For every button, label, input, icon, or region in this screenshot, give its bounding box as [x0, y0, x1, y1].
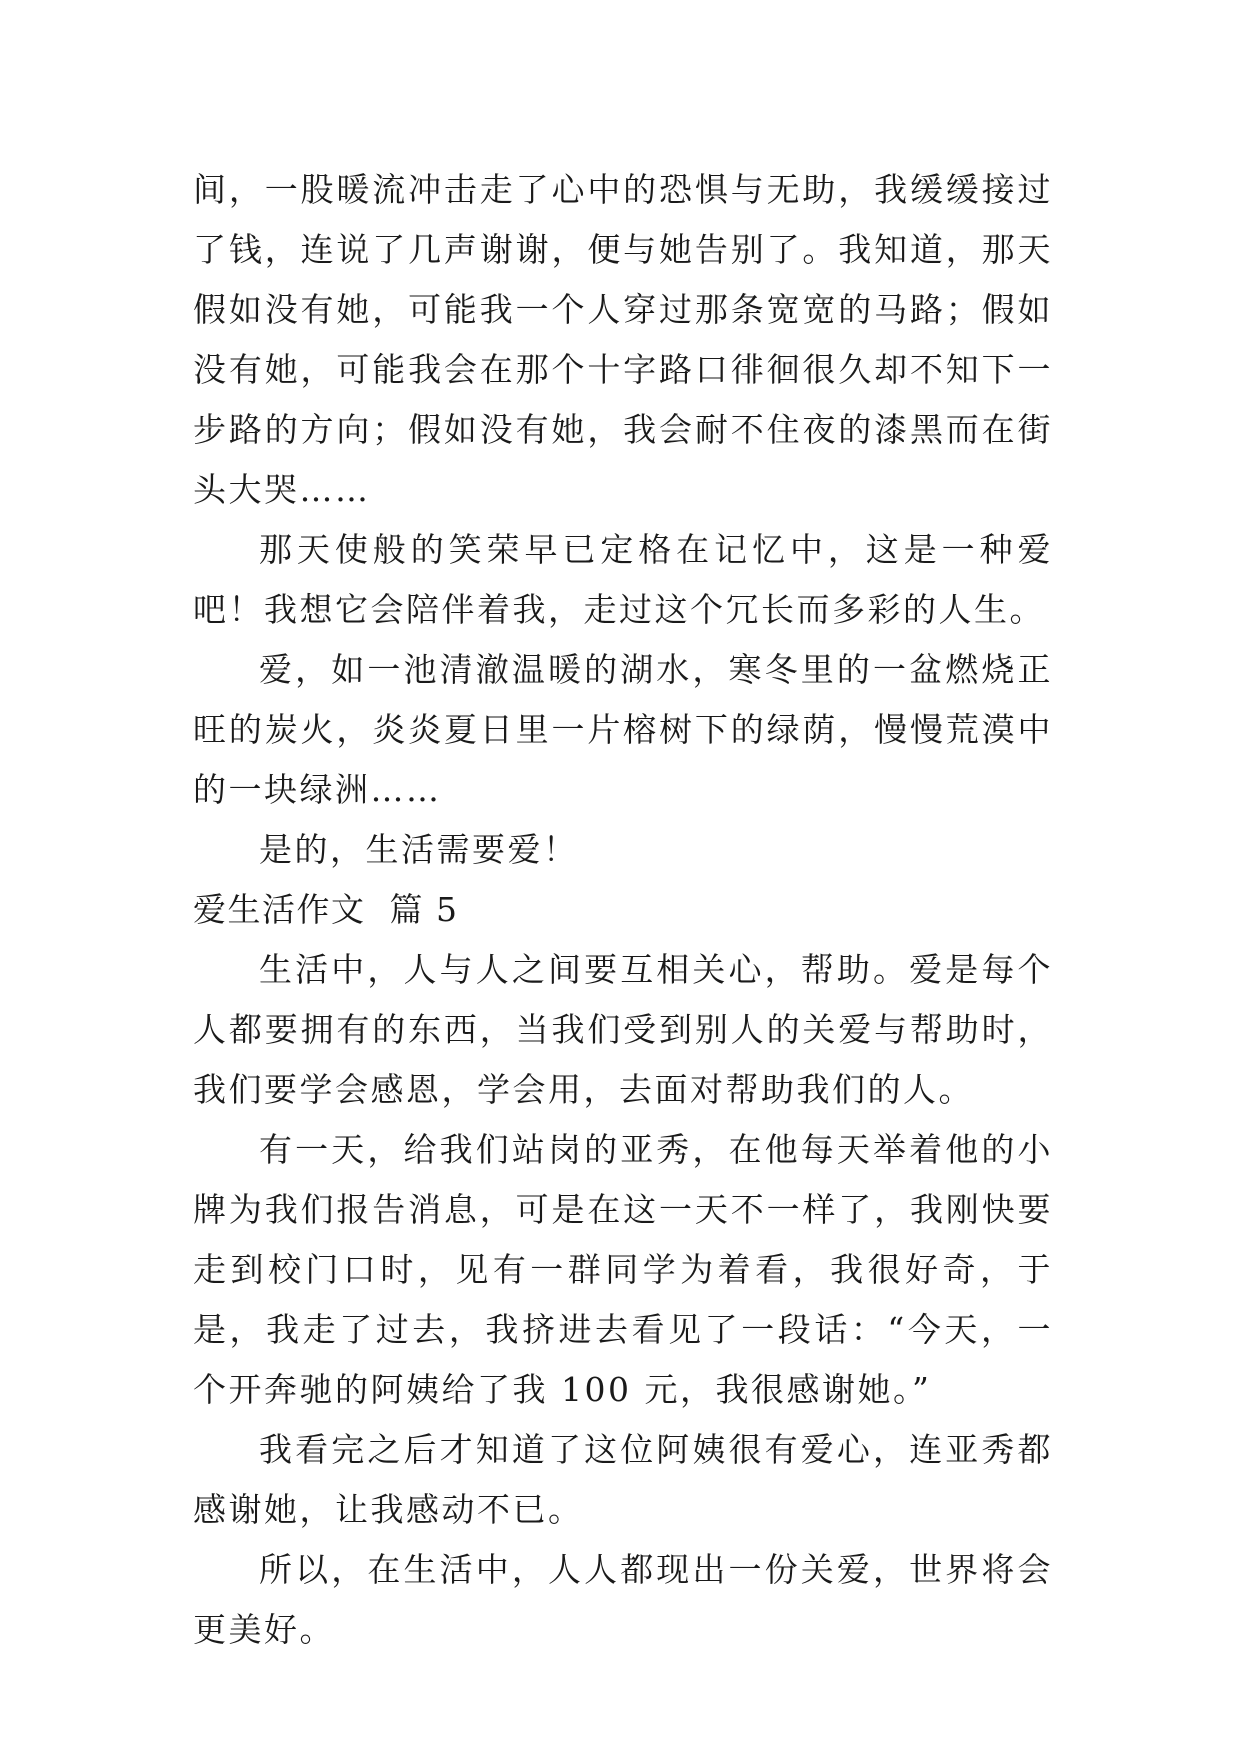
paragraph-5: 生活中，人与人之间要互相关心，帮助。爱是每个人都要拥有的东西，当我们受到别人的关爱与帮助时，我们要学会感恩，学会用，去面对帮助我们的人。: [193, 950, 1053, 1109]
paragraph-1: 间，一股暖流冲击走了心中的恐惧与无助，我缓缓接过了钱，连说了几声谢谢，便与她告别了。我知道，那天假如没有她，可能我一个人穿过那条宽宽的马路；假如没有她，可能我会在那个十字路口徘徊很久却不知下一步路的方向；假如没有她，我会耐不住夜的漆黑而在街头大哭……: [193, 170, 1053, 509]
paragraph-6: 有一天，给我们站岗的亚秀，在他每天举着他的小牌为我们报告消息，可是在这一天不一样了，我刚快要走到校门口时，见有一群同学为着看，我很好奇，于是，我走了过去，我挤进去看见了一段话：“今天，一个开奔驰的阿姨给了我 100 元，我很感谢她。”: [193, 1130, 1053, 1409]
paragraph-2: 那天使般的笑荣早已定格在记忆中，这是一种爱吧！我想它会陪伴着我，走过这个冗长而多彩的人生。: [193, 530, 1053, 629]
paragraph-3: 爱，如一池清澈温暖的湖水，寒冬里的一盆燃烧正旺的炭火，炎炎夏日里一片榕树下的绿荫，慢慢荒漠中的一块绿洲……: [193, 650, 1053, 809]
paragraph-8: 所以，在生活中，人人都现出一份关爱，世界将会更美好。: [193, 1550, 1053, 1649]
section-heading: 爱生活作文 篇 5: [193, 890, 459, 929]
document-page: [193, 160, 1053, 1660]
paragraph-4: 是的，生活需要爱！: [259, 830, 579, 869]
paragraph-7: 我看完之后才知道了这位阿姨很有爱心，连亚秀都感谢她，让我感动不已。: [193, 1430, 1053, 1529]
